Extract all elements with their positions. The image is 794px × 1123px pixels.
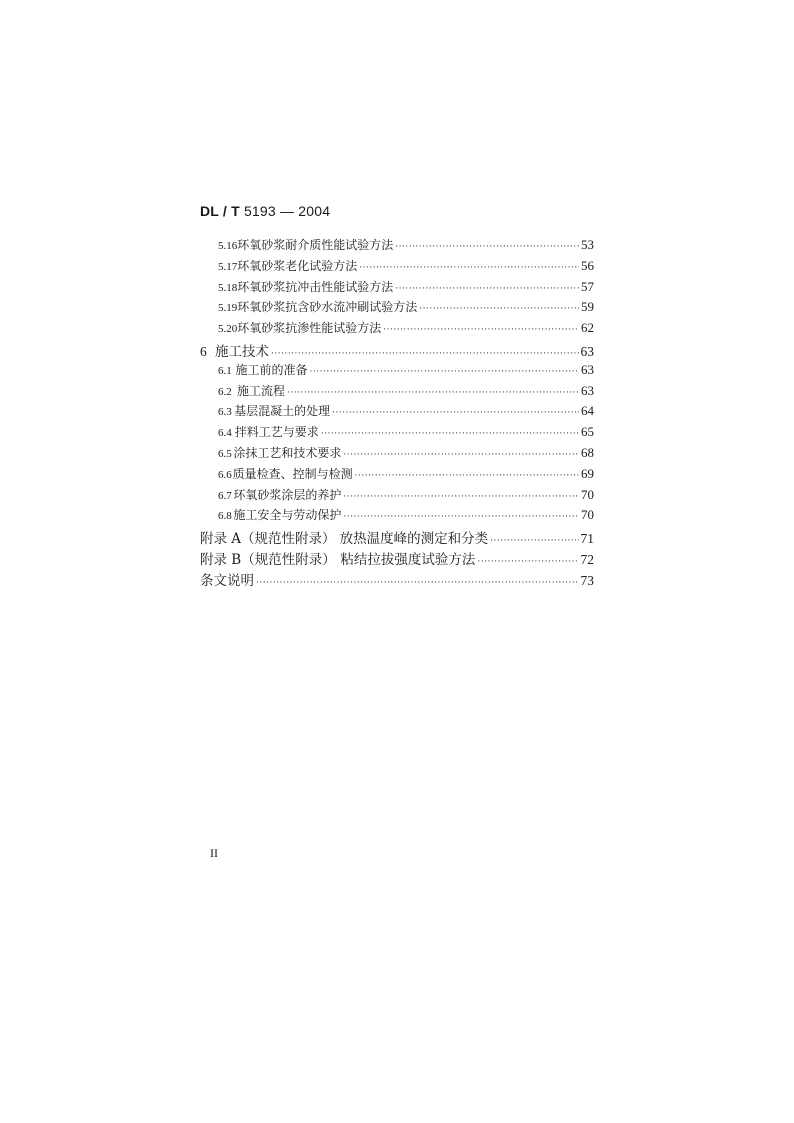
toc-entry-number: 5.18 [218,281,238,294]
dot-leader [343,450,579,460]
toc-chapter-entry[interactable] [200,340,594,361]
toc-entry-title: 拌料工艺与要求 [234,425,319,440]
toc-entry[interactable] [200,257,594,278]
toc-entry[interactable] [200,486,594,507]
dot-leader [355,471,579,481]
toc-entry[interactable] [200,423,594,444]
toc-entry-title: 环氧砂浆抗冲击性能试验方法 [237,279,394,294]
toc-entry-number: 5.20 [218,323,238,336]
dot-leader [271,349,578,359]
toc-entry-title: 质量检查、控制与检测 [232,466,353,481]
toc-entry-page: 57 [581,278,594,294]
toc-chapter-title: 施工技术 [215,343,270,360]
toc-entry-page: 63 [581,382,594,398]
dot-leader [419,304,579,314]
toc-chapter-number: 6 [200,343,207,359]
toc-entry-title: 环氧砂浆耐介质性能试验方法 [237,238,394,252]
toc-chapter-page: 63 [580,343,594,359]
dot-leader [343,512,579,522]
toc-entry-title: 涂抹工艺和技术要求 [233,445,342,460]
toc-entry-title: 环氧砂浆涂层的养护 [233,487,342,502]
toc-entry-number: 6.5 [218,447,232,460]
toc-entry-title: 施工安全与劳动保护 [233,508,342,523]
toc-entry-number: 6.2 [218,385,232,398]
appendix-page: 72 [580,551,594,567]
standard-code: DL / T [200,203,240,219]
toc-entry-page: 59 [581,299,594,315]
toc-entry-page: 63 [581,361,594,377]
dot-leader [395,242,579,252]
toc-entry-page: 62 [581,320,594,336]
dot-leader [332,408,579,418]
toc-entry-number: 5.16 [218,240,238,252]
toc-entry[interactable] [200,319,594,340]
toc-entry-page: 65 [581,424,594,440]
toc-entry-number: 5.17 [218,260,238,273]
toc-entry-page: 53 [581,237,594,252]
toc-entry[interactable] [200,465,594,486]
standard-number: 5193 — 2004 [243,203,331,219]
toc-entry-page: 56 [581,257,594,273]
table-of-contents [200,236,594,590]
toc-entry-title: 环氧砂浆抗含砂水流冲刷试验方法 [237,300,418,315]
toc-entry[interactable] [200,236,594,257]
toc-commentary-entry[interactable] [200,569,594,590]
appendix-page: 71 [580,531,594,547]
dot-leader [287,388,579,398]
toc-entry[interactable] [200,402,594,423]
toc-entry-number: 6.7 [218,489,232,502]
toc-entry-number: 6.3 [218,406,232,419]
toc-entry-page: 68 [581,444,594,460]
dot-leader [490,536,578,546]
dot-leader [383,325,579,335]
toc-entry-title: 施工前的准备 [235,362,308,377]
document-header [200,203,330,219]
toc-entry[interactable] [200,298,594,319]
toc-entry-title: 基层混凝土的处理 [234,404,331,419]
toc-entry[interactable] [200,444,594,465]
toc-entry-title: 环氧砂浆老化试验方法 [237,258,358,273]
toc-entry-page: 70 [581,486,594,502]
toc-entry[interactable] [200,382,594,403]
toc-entry-page: 69 [581,465,594,481]
toc-entry-number: 6.6 [218,468,232,481]
dot-leader [477,557,578,567]
toc-entry-page: 70 [581,507,594,523]
toc-appendix-a-entry[interactable] [200,527,594,548]
toc-entry-number: 6.1 [218,364,232,377]
appendix-title: 粘结拉拔强度试验方法 [340,551,476,568]
toc-entry-number: 6.4 [218,427,232,440]
toc-entry[interactable] [200,278,594,299]
dot-leader [343,492,579,502]
dot-leader [395,284,579,294]
appendix-label: 附录 B（规范性附录） [200,551,336,568]
toc-entry[interactable] [200,506,594,527]
dot-leader [359,263,579,273]
appendix-label: 附录 A（规范性附录） [200,531,336,548]
toc-appendix-b-entry[interactable] [200,548,594,569]
dot-leader [321,429,579,439]
appendix-title: 放热温度峰的测定和分类 [339,531,489,548]
dot-leader [256,578,579,588]
toc-entry-page: 64 [581,403,594,419]
toc-entry-title: 环氧砂浆抗渗性能试验方法 [237,321,382,336]
commentary-title: 条文说明 [200,572,254,589]
commentary-page: 73 [580,572,594,588]
page-number: II [210,846,218,860]
dot-leader [310,367,579,377]
toc-entry[interactable] [200,361,594,382]
toc-entry-title: 施工流程 [237,383,286,398]
toc-entry-number: 5.19 [218,302,238,315]
toc-entry-number: 6.8 [218,510,232,523]
